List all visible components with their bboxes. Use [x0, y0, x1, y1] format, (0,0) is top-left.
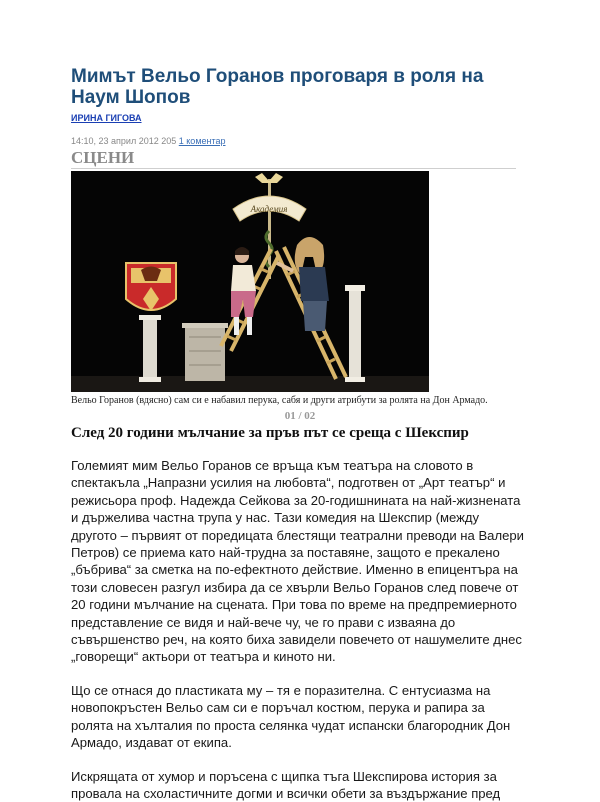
- article-meta: [71, 136, 521, 147]
- article-subheading: След 20 години мълчание за пръв път се среща с Шекспир: [71, 424, 521, 442]
- section-label[interactable]: СЦЕНИ: [71, 149, 516, 169]
- author-link[interactable]: ИРИНА ГИГОВА: [71, 113, 142, 123]
- article-title: Мимът Вельо Горанов проговаря в роля на Наум Шопов: [71, 66, 521, 108]
- shield-prop: [126, 263, 176, 311]
- article: [71, 66, 521, 802]
- photo-caption: Вельо Горанов (вдясно) сам си е набавил перука, сабя и други атрибути за ролята на Дон Армадо.: [71, 395, 516, 407]
- article-photo: [71, 171, 429, 392]
- article-paragraph: Що се отнася до пластиката му – тя е поразителна. С ентусиазма на новопокръстен Вельо сам си е поръчал костюм, перука и рапира за ролята на хълталия по проста селянка чудат испански благородник Дон Армадо, издават от екипа.: [71, 682, 526, 752]
- article-paragraph: Големият мим Вельо Горанов се връща към театъра на словото в спектакъла „Напразни усилия на любовта“, подготвен от „Арт театър“ и режисьора проф. Надежда Сейкова за 20-годишнината на най-жизнената и държелива частна трупа у нас. Тази комедия на Шекспир (между другото – първият от поредицата блестящи театрални преводи на Валери Петров) се приема като най-трудна за поставяне, защото е прекалено „бъбрива“ за сметка на по-ефектното действие. Именно в епицентъра на този словесен разгул избира да се хвърли Вельо Горанов след повече от 20 години мълчание на сцената. При това по време на предпремиерното представление се видя и най-вече чу, че го прави с изваяна до съвършенство реч, на която биха завидели повечето от нашумелите днес „говорещи“ актьори от театъра и киното ни.: [71, 457, 526, 666]
- gallery-pager[interactable]: 01 / 02: [71, 410, 529, 422]
- article-paragraph: Искрящата от хумор и поръсена с щипка тъга Шекспирова история за провала на схоластичните догми и всички обети за въздържание пред: [71, 768, 526, 802]
- comments-link[interactable]: 1 коментар: [179, 136, 226, 146]
- publish-info: 14:10, 23 април 2012 205: [71, 136, 176, 146]
- sign-text: Академия: [250, 204, 288, 214]
